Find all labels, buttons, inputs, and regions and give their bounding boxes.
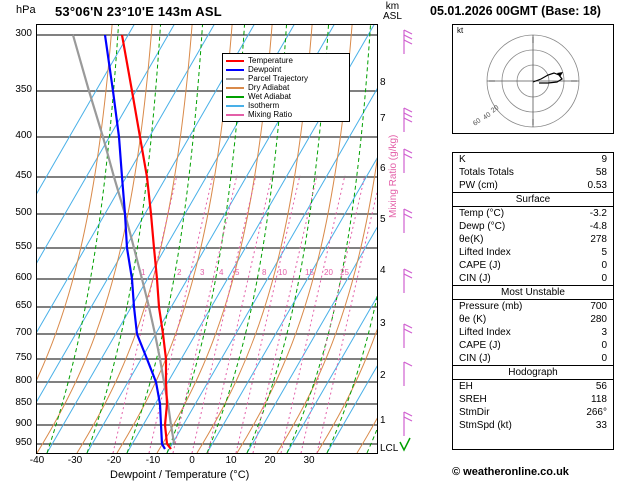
legend-swatch-wet-adiabat — [226, 96, 244, 98]
hodograph-ring-20: 20 — [489, 104, 501, 115]
legend-item-dry-adiabat — [226, 83, 346, 92]
km-tick-5: 5 — [380, 214, 386, 225]
legend-item-isotherm — [226, 101, 346, 110]
y-tick-750: 750 — [15, 352, 32, 363]
lcl-label: LCL — [380, 443, 399, 454]
y-tick-850: 850 — [15, 397, 32, 408]
legend-label-temperature: Temperature — [248, 56, 293, 65]
surface-key-temp: Temp (°C) — [459, 208, 505, 219]
skewt-plot — [36, 24, 378, 454]
surface-key-dewp: Dewp (°C) — [459, 221, 506, 232]
hodograph-panel — [452, 24, 614, 134]
surface-row-cin — [453, 272, 613, 285]
y-tick-900: 900 — [15, 418, 32, 429]
surface-row-temp — [453, 207, 613, 220]
run-date-title: 05.01.2026 00GMT (Base: 18) — [430, 4, 601, 18]
legend-swatch-isotherm — [226, 105, 244, 107]
surface-key-cape: CAPE (J) — [459, 260, 501, 271]
x-tick-0: 0 — [189, 455, 195, 466]
km-tick-8: 8 — [380, 77, 386, 88]
hodo-value-eh: 56 — [595, 381, 607, 392]
legend-label-parcel: Parcel Trajectory — [248, 74, 309, 83]
unstable-key-thetae: θe (K) — [459, 314, 487, 325]
legend-item-mixing-ratio — [226, 110, 346, 119]
x-tick-20: 20 — [264, 455, 276, 466]
unstable-value-li: 3 — [601, 327, 607, 338]
unstable-row-pressure — [453, 300, 613, 313]
surface-row-thetae — [453, 233, 613, 246]
km-tick-1: 1 — [380, 415, 386, 426]
hodograph-unit: kt — [457, 26, 464, 35]
legend-item-dewpoint — [226, 65, 346, 74]
y-tick-500: 500 — [15, 207, 32, 218]
surface-value-li: 5 — [601, 247, 607, 258]
index-row-totals — [453, 166, 613, 179]
mixing-ratio-value-1: 1 — [141, 268, 146, 277]
unstable-value-cape: 0 — [601, 340, 607, 351]
hodo-value-sreh: 118 — [591, 394, 607, 405]
unstable-value-pressure: 700 — [590, 301, 607, 312]
unstable-key-cin: CIN (J) — [459, 353, 491, 364]
x-tick--20: -20 — [106, 455, 122, 466]
unstable-row-li — [453, 326, 613, 339]
mixing-ratio-value-25: 25 — [340, 268, 349, 277]
mixing-ratio-value-8: 8 — [262, 268, 267, 277]
hodo-key-sreh: SREH — [459, 394, 487, 405]
wind-barb-svg — [396, 24, 436, 454]
index-value-totals: 58 — [595, 167, 607, 178]
y-tick-400: 400 — [15, 130, 32, 141]
legend-item-temperature — [226, 56, 346, 65]
y-tick-450: 450 — [15, 170, 32, 181]
mixing-ratio-value-5: 5 — [235, 268, 240, 277]
y-tick-550: 550 — [15, 241, 32, 252]
unstable-key-cape: CAPE (J) — [459, 340, 501, 351]
legend-item-parcel — [226, 74, 346, 83]
surface-row-dewp — [453, 220, 613, 233]
surface-key-li: Lifted Index — [459, 247, 511, 258]
y-tick-600: 600 — [15, 272, 32, 283]
index-value-pw: 0.53 — [587, 180, 607, 191]
x-tick-30: 30 — [303, 455, 315, 466]
legend-label-dry-adiabat: Dry Adiabat — [248, 83, 290, 92]
station-title: 53°06'N 23°10'E 143m ASL — [55, 4, 222, 19]
pressure-axis-unit: hPa — [16, 4, 36, 16]
legend-swatch-temperature — [226, 60, 244, 62]
legend-label-wet-adiabat: Wet Adiabat — [248, 92, 291, 101]
indices-panel — [452, 152, 614, 450]
mixing-ratio-value-20: 20 — [324, 268, 333, 277]
lcl-marker-icon — [400, 438, 410, 450]
surface-value-temp: -3.2 — [589, 208, 607, 219]
km-tick-4: 4 — [380, 265, 386, 276]
height-axis-unit — [383, 2, 402, 22]
hodo-key-eh: EH — [459, 381, 473, 392]
mixing-ratio-value-15: 15 — [305, 268, 314, 277]
hodo-row-eh — [453, 380, 613, 393]
unstable-value-cin: 0 — [601, 353, 607, 364]
surface-value-cin: 0 — [601, 273, 607, 284]
height-axis-unit-asl: ASL — [383, 11, 402, 22]
legend-label-isotherm: Isotherm — [248, 101, 280, 110]
unstable-value-thetae: 280 — [590, 314, 607, 325]
hodo-value-stmspd: 33 — [595, 420, 607, 431]
section-unstable-title: Most Unstable — [453, 285, 613, 300]
index-row-k — [453, 153, 613, 166]
hodograph-svg — [453, 25, 613, 133]
index-value-k: 9 — [601, 154, 607, 165]
surface-value-thetae: 278 — [590, 234, 607, 245]
km-tick-7: 7 — [380, 113, 386, 124]
mixing-ratio-value-2: 2 — [177, 268, 182, 277]
index-key-totals: Totals Totals — [459, 167, 514, 178]
hodograph-ring-40: 40 — [481, 111, 493, 122]
unstable-key-li: Lifted Index — [459, 327, 511, 338]
y-tick-700: 700 — [15, 327, 32, 338]
unstable-row-cape — [453, 339, 613, 352]
surface-row-li — [453, 246, 613, 259]
copyright-notice: © weatheronline.co.uk — [452, 466, 569, 478]
unstable-row-thetae — [453, 313, 613, 326]
y-tick-950: 950 — [15, 437, 32, 448]
surface-key-cin: CIN (J) — [459, 273, 491, 284]
section-surface-title: Surface — [453, 192, 613, 207]
hodograph-ring-60: 60 — [471, 117, 483, 128]
mixing-ratio-axis-label: Mixing Ratio (g/kg) — [388, 134, 399, 218]
km-tick-3: 3 — [380, 318, 386, 329]
legend-swatch-dry-adiabat — [226, 87, 244, 89]
x-tick--10: -10 — [145, 455, 161, 466]
unstable-key-pressure: Pressure (mb) — [459, 301, 523, 312]
chart-legend — [222, 53, 350, 122]
index-row-pw — [453, 179, 613, 192]
y-tick-650: 650 — [15, 300, 32, 311]
section-hodograph-title: Hodograph — [453, 365, 613, 380]
x-tick--40: -40 — [29, 455, 45, 466]
legend-label-dewpoint: Dewpoint — [248, 65, 282, 74]
index-key-pw: PW (cm) — [459, 180, 498, 191]
hodo-key-stmdir: StmDir — [459, 407, 490, 418]
x-tick-10: 10 — [225, 455, 237, 466]
legend-item-wet-adiabat — [226, 92, 346, 101]
y-tick-350: 350 — [15, 84, 32, 95]
wind-barb-column — [396, 24, 436, 454]
hodo-value-stmdir: 266° — [586, 407, 607, 418]
hodo-key-stmspd: StmSpd (kt) — [459, 420, 512, 431]
mixing-ratio-value-3: 3 — [200, 268, 205, 277]
y-tick-300: 300 — [15, 28, 32, 39]
km-tick-6: 6 — [380, 163, 386, 174]
mixing-ratio-value-10: 10 — [278, 268, 287, 277]
hodo-row-stmdir — [453, 406, 613, 419]
x-axis-title: Dewpoint / Temperature (°C) — [110, 469, 250, 481]
km-tick-2: 2 — [380, 370, 386, 381]
surface-key-thetae: θe(K) — [459, 234, 484, 245]
legend-swatch-parcel — [226, 78, 244, 80]
surface-row-cape — [453, 259, 613, 272]
mixing-ratio-value-4: 4 — [219, 268, 224, 277]
legend-swatch-dewpoint — [226, 69, 244, 71]
hodo-row-sreh — [453, 393, 613, 406]
legend-label-mixing-ratio: Mixing Ratio — [248, 110, 293, 119]
legend-swatch-mixing-ratio — [226, 114, 244, 116]
unstable-row-cin — [453, 352, 613, 365]
x-tick--30: -30 — [67, 455, 83, 466]
hodo-row-stmspd — [453, 419, 613, 432]
surface-value-cape: 0 — [601, 260, 607, 271]
index-key-k: K — [459, 154, 466, 165]
y-tick-800: 800 — [15, 375, 32, 386]
surface-value-dewp: -4.8 — [589, 221, 607, 232]
height-axis-unit-km: km — [385, 1, 400, 12]
